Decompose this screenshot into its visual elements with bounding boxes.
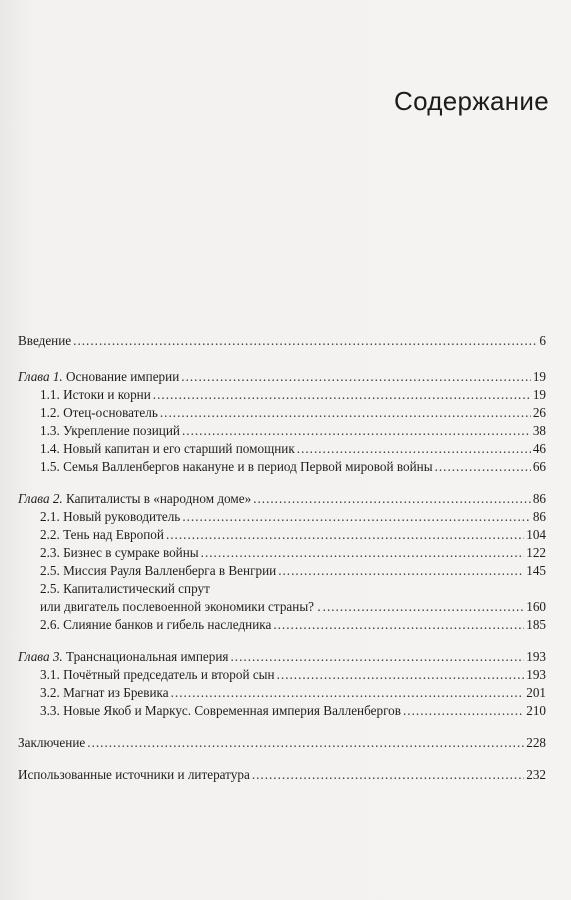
toc-page-number: 122 [526,545,546,560]
toc-entry-label [18,648,229,666]
toc-page-number: 19 [532,387,546,402]
toc-entry-label [40,616,271,634]
dot-leader [403,702,524,720]
toc-entry-label [40,702,401,720]
toc-entry [40,508,546,526]
toc-entry-label [40,386,151,404]
toc-entry [40,666,546,684]
toc-entry [40,386,546,404]
toc-title: Основание империи [66,369,180,384]
dot-leader [252,766,524,784]
toc-title: 3.2. Магнат из Бревика [40,685,169,700]
toc-title: Транснациональная империя [66,649,229,664]
dot-leader [87,734,524,752]
toc-entry-label [40,422,180,440]
toc-title: 1.5. Семья Валленбергов накануне и в период Первой мировой войны [40,459,433,474]
toc-title: 1.1. Истоки и корни [40,387,151,402]
toc-entry [40,684,546,702]
toc-title: 2.2. Тень над Европой [40,527,164,542]
toc-title: 2.6. Слияние банков и гибель наследника [40,617,272,632]
toc-title: или двигатель послевоенной экономики страны? . [40,599,321,614]
toc-chapter-label: Глава 2. [18,491,63,506]
toc-entry [40,616,546,634]
toc-page-number: 38 [532,423,546,438]
toc-page-number: 185 [526,617,546,632]
toc-entry-label [40,684,169,702]
dot-leader [73,332,537,350]
toc-entry [40,422,546,440]
dot-leader [182,508,531,526]
toc-entry [40,702,546,720]
toc-entry [18,490,546,508]
dot-leader [231,648,525,666]
toc-entry [18,766,546,784]
toc-page-number: 6 [539,333,546,348]
toc-entry [40,544,546,562]
toc-page-number: 66 [532,459,546,474]
toc-entry [18,648,546,666]
dot-leader [181,368,531,386]
toc-entry [18,734,546,752]
toc-entry-label [18,332,71,350]
toc-title: 2.1. Новый руководитель [40,509,181,524]
toc-page-number: 86 [532,509,546,524]
toc-entry-label [40,526,164,544]
toc-page-number: 193 [526,667,546,682]
dot-leader [278,562,524,580]
toc-title: 2.5. Миссия Рауля Валленберга в Венгрии [40,563,277,578]
dot-leader [166,526,524,544]
dot-leader [201,544,525,562]
toc-title: Использованные источники и литература [18,767,250,782]
toc-entry-label [40,666,275,684]
toc-entry-label [40,508,180,526]
toc-title: Заключение [18,735,86,750]
toc-title: 3.1. Почётный председатель и второй сын [40,667,275,682]
toc-page-number: 232 [526,767,546,782]
toc-entry [18,368,546,386]
toc-title: 1.4. Новый капитан и его старший помощник [40,441,295,456]
toc-entry-label [40,440,295,458]
toc-page-number: 19 [532,369,546,384]
dot-leader [323,598,525,616]
toc-page-number: 160 [526,599,546,614]
toc-entry-label [40,562,276,580]
toc-entry-label [40,458,433,476]
toc-entry-label [18,766,250,784]
dot-leader [253,490,531,508]
toc-page-number: 201 [526,685,546,700]
toc-page-number: 46 [532,441,546,456]
dot-leader [153,386,531,404]
toc-page-number: 210 [526,703,546,718]
toc-page-number: 228 [526,735,546,750]
dot-leader [182,422,531,440]
toc-entry-label [18,490,251,508]
toc-entry-label [40,580,210,598]
toc-chapter-label: Глава 1. [18,369,63,384]
toc-page-number: 104 [526,527,546,542]
toc-title: 2.5. Капиталистический спрут [40,581,210,596]
toc-title: 3.3. Новые Якоб и Маркус. Современная империя Валленбергов [40,703,401,718]
toc-title: 2.3. Бизнес в сумраке войны [40,545,199,560]
dot-leader [273,616,524,634]
toc-title: 1.2. Отец-основатель [40,405,158,420]
toc-entry [40,598,546,616]
toc-entry-label [40,544,199,562]
dot-leader [160,404,531,422]
toc-entry-label [18,734,85,752]
dot-leader [435,458,531,476]
toc-page-number: 86 [532,491,546,506]
toc-entry [40,580,546,598]
toc-entry-label [40,404,158,422]
toc-title: Капиталисты в «народном доме» [66,491,252,506]
toc-page-number: 193 [526,649,546,664]
toc-entry [40,526,546,544]
toc-entry [40,458,546,476]
toc-chapter-label: Глава 3. [18,649,63,664]
toc-entry-label [40,598,321,616]
toc-page-number: 26 [532,405,546,420]
toc-title: 1.3. Укрепление позиций [40,423,180,438]
dot-leader [171,684,525,702]
toc-title: Введение [18,333,72,348]
toc-entry [40,440,546,458]
toc-entry [40,404,546,422]
toc-page-number: 145 [526,563,546,578]
dot-leader [277,666,525,684]
page-title: Содержание [394,86,549,116]
toc-entry-label [18,368,179,386]
dot-leader [297,440,531,458]
toc-entry [40,562,546,580]
toc-entry [18,332,546,350]
